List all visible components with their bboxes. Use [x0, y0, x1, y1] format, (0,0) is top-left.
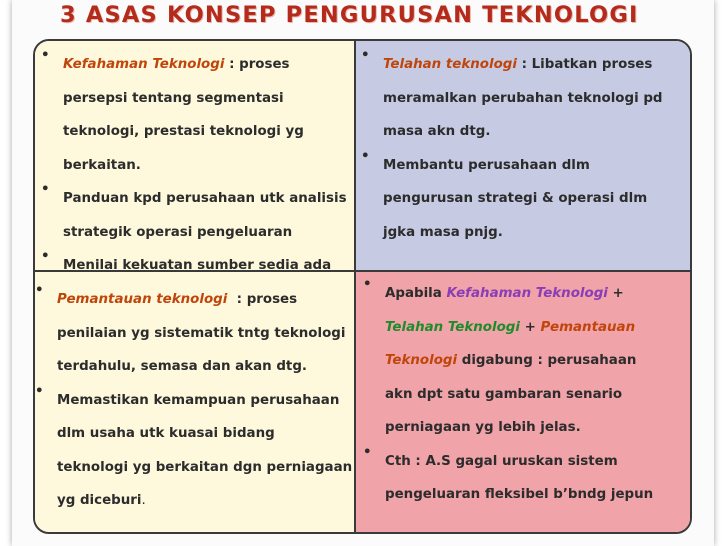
bullet-icon: •: [35, 383, 44, 399]
bullet-icon: •: [41, 249, 50, 264]
list-item: [357, 445, 653, 512]
telahan-content: [355, 48, 663, 249]
item-text: Panduan kpd perusahaan utk analisis: [63, 191, 347, 206]
item-text: Membantu perusahaan dlm: [383, 157, 590, 173]
term-telahan: Telahan Teknologi: [385, 319, 520, 335]
kefahaman-content: [35, 48, 347, 283]
term-pemantauan: Pemantauan: [540, 319, 636, 335]
item-text: pengurusan strategi & operasi dlm: [383, 191, 648, 206]
term-telahan: Telahan teknologi: [383, 57, 517, 72]
item-text: berkaitan.: [63, 157, 141, 173]
item-text: teknologi yg berkaitan dgn perniagaan: [57, 459, 353, 475]
item-text: dlm usaha utk kuasai bidang: [57, 426, 275, 441]
term-kefahaman: Kefahaman Teknologi: [446, 286, 608, 301]
item-text: masa akn dtg.: [383, 124, 491, 139]
slide-title: 3 ASAS KONSEP PENGURUSAN TEKNOLOGI: [60, 2, 639, 28]
item-text: Memastikan kemampuan perusahaan: [57, 392, 340, 408]
item-text: +: [607, 286, 624, 301]
list-item: [35, 249, 347, 283]
item-text: .: [141, 493, 146, 508]
item-text: yg diceburi: [57, 493, 142, 508]
bullet-icon: •: [363, 277, 372, 292]
bullet-icon: •: [361, 48, 370, 63]
item-text: pengeluaran fleksibel b’bndg jepun: [385, 487, 654, 502]
item-text: Menilai kekuatan sumber sedia ada: [63, 258, 332, 273]
list-item: [357, 277, 653, 445]
list-item: [35, 182, 347, 249]
item-text: terdahulu, semasa dan akan dtg.: [57, 359, 308, 374]
item-text: Cth : A.S gagal uruskan sistem: [385, 453, 618, 469]
term-pemantauan: Pemantauan teknologi: [57, 292, 228, 307]
list-item: [355, 48, 663, 149]
bullet-icon: •: [41, 182, 50, 197]
item-text: meramalkan perubahan teknologi pd: [383, 90, 663, 106]
bullet-icon: •: [35, 283, 44, 298]
item-text: penilaian yg sistematik tntg teknologi: [57, 325, 346, 341]
item-text: jgka masa pnjg.: [383, 224, 503, 240]
list-item: [33, 384, 352, 518]
pemantauan-content: [33, 283, 352, 518]
concept-matrix: [33, 39, 692, 534]
bullet-icon: •: [361, 148, 370, 164]
item-text: digabung : perusahaan: [457, 353, 637, 368]
item-text: : proses: [224, 57, 290, 72]
bullet-icon: •: [41, 48, 50, 63]
item-text: : proses: [227, 292, 298, 307]
item-text: +: [519, 319, 541, 335]
item-text: perniagaan yg lebih jelas.: [385, 420, 581, 435]
list-item: [33, 283, 352, 384]
bullet-icon: •: [363, 444, 372, 460]
item-text: akn dpt satu gambaran senario: [385, 386, 623, 402]
gabungan-content: [357, 277, 653, 512]
list-item: [35, 48, 347, 182]
item-text: strategik operasi pengeluaran: [63, 224, 293, 240]
item-text: teknologi, prestasi teknologi yg: [63, 124, 304, 139]
term-pemantauan-cont: Teknologi: [385, 353, 458, 368]
item-text: Apabila: [385, 286, 447, 301]
item-text: : Libatkan proses: [516, 57, 653, 72]
term-kefahaman: Kefahaman Teknologi: [63, 57, 225, 72]
item-text: persepsi tentang segmentasi: [63, 90, 284, 106]
list-item: [355, 149, 663, 250]
